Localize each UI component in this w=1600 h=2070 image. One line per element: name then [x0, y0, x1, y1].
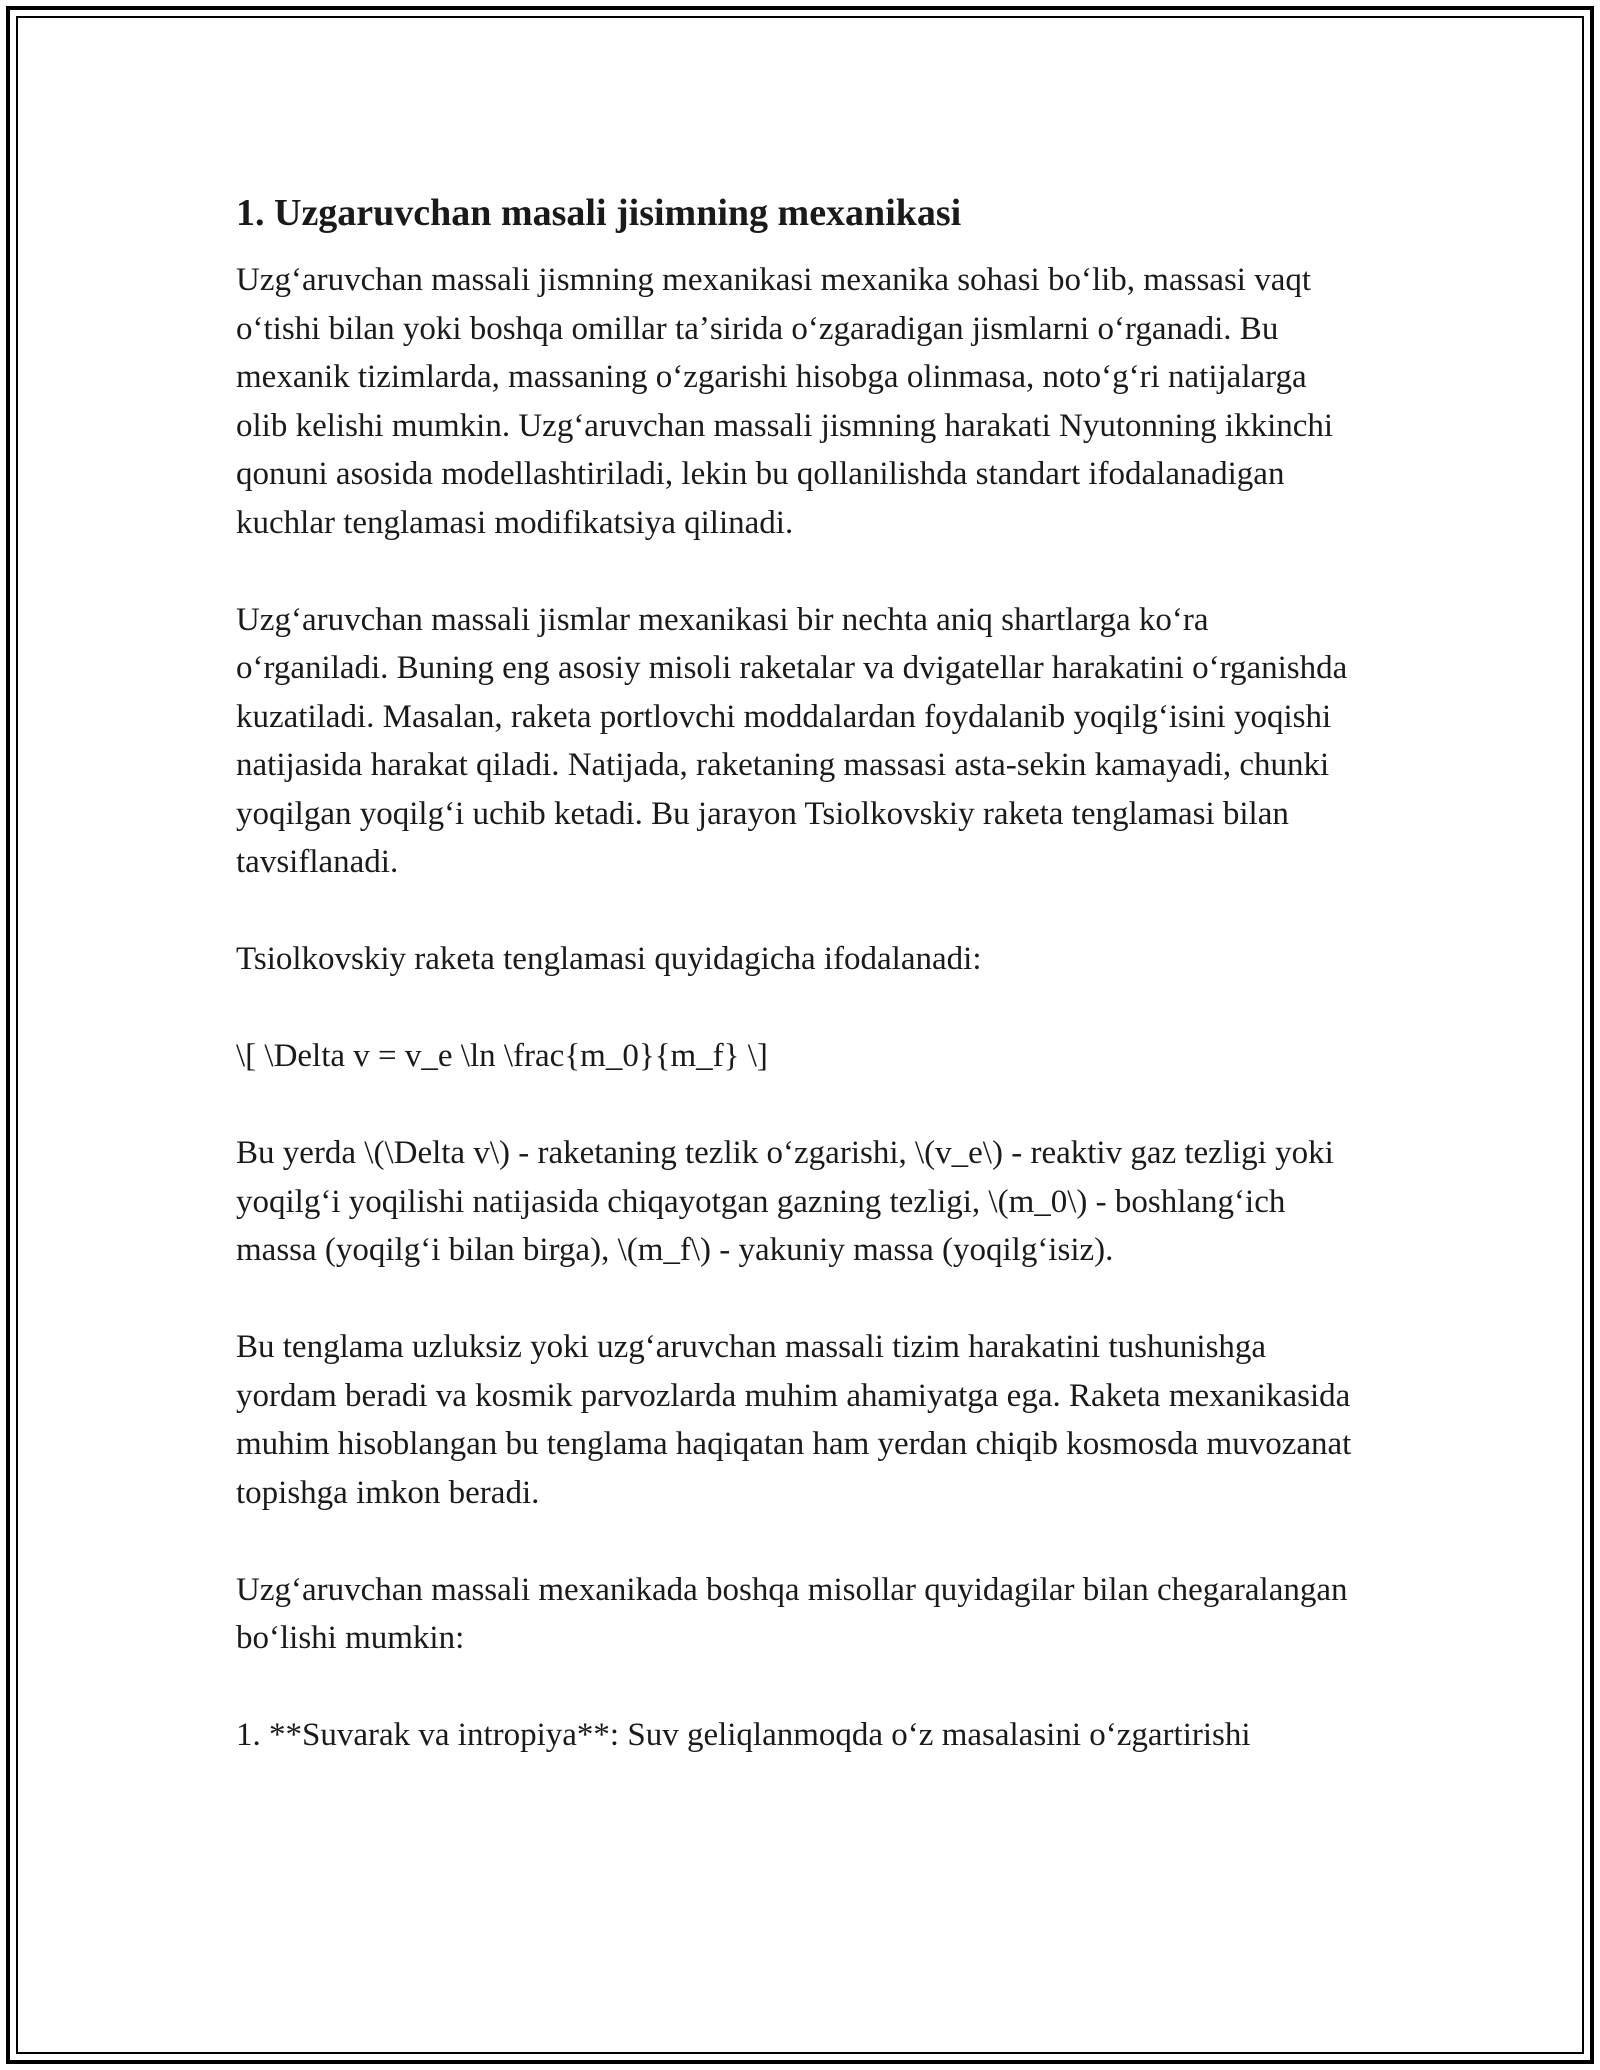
list-item-1: 1. **Suvarak va intropiya**: Suv geliqlanmoqda oʻz masalasini oʻzgartirishi [236, 1717, 1251, 1753]
paragraph-rockets: Uzgʻaruvchan massali jismlar mexanikasi bir nechta aniq shartlarga koʻra oʻrganiladi. Buning eng asosiy misoli raketalar va dvigatellar harakatini oʻrganishda kuzatiladi. Masalan, raketa portlovchi moddalardan foydalanib yoqilgʻisini yoqishi natijasida harakat qiladi. Natijada, raketaning massasi asta-sekin kamayadi, chunki yoqilgan yoqilgʻi uchib ketadi. Bu jarayon Tsiolkovskiy raketa tenglamasi bilan tavsiflanadi. [236, 601, 1348, 880]
paragraph-significance: Bu tenglama uzluksiz yoki uzgʻaruvchan massali tizim harakatini tushunishga yordam beradi va kosmik parvozlarda muhim ahamiyatga ega. Raketa mexanikasida muhim hisoblangan bu tenglama haqiqatan ham yerdan chiqib kosmosda muvozanat topishga imkon beradi. [236, 1329, 1352, 1511]
paragraph-intro: Uzgʻaruvchan massali jismning mexanikasi mexanika sohasi boʻlib, massasi vaqt oʻtishi bilan yoki boshqa omillar taʼsirida oʻzgaradigan jismlarni oʻrganadi. Bu mexanik tizimlarda, massaning oʻzgarishi hisobga olinmasa, notoʻgʻri natijalarga olib kelishi mumkin. Uzgʻaruvchan massali jismning harakati Nyutonning ikkinchi qonuni asosida modellashtiriladi, lekin bu qollanilishda standart ifodalanadigan kuchlar tenglamasi modifikatsiya qilinadi. [236, 262, 1334, 541]
document-body [236, 188, 1366, 1760]
paragraph-other-examples: Uzgʻaruvchan massali mexanikada boshqa misollar quyidagilar bilan chegaralangan boʻlishi mumkin: [236, 1571, 1348, 1656]
paragraph-variables: Bu yerda \(\Delta v\) - raketaning tezlik oʻzgarishi, \(v_e\) - reaktiv gaz tezligi yoki yoqilgʻi yoqilishi natijasida chiqayotgan gazning tezligi, \(m_0\) - boshlangʻich massa (yoqilgʻi bilan birga), \(m_f\) - yakuniy massa (yoqilgʻisiz). [236, 1135, 1334, 1268]
section-heading: 1. Uzgaruvchan masali jisimning mexanikasi [236, 192, 962, 234]
equation-line: \[ \Delta v = v_e \ln \frac{m_0}{m_f} \] [236, 1038, 768, 1074]
paragraph-equation-intro: Tsiolkovskiy raketa tenglamasi quyidagicha ifodalanadi: [236, 941, 982, 977]
